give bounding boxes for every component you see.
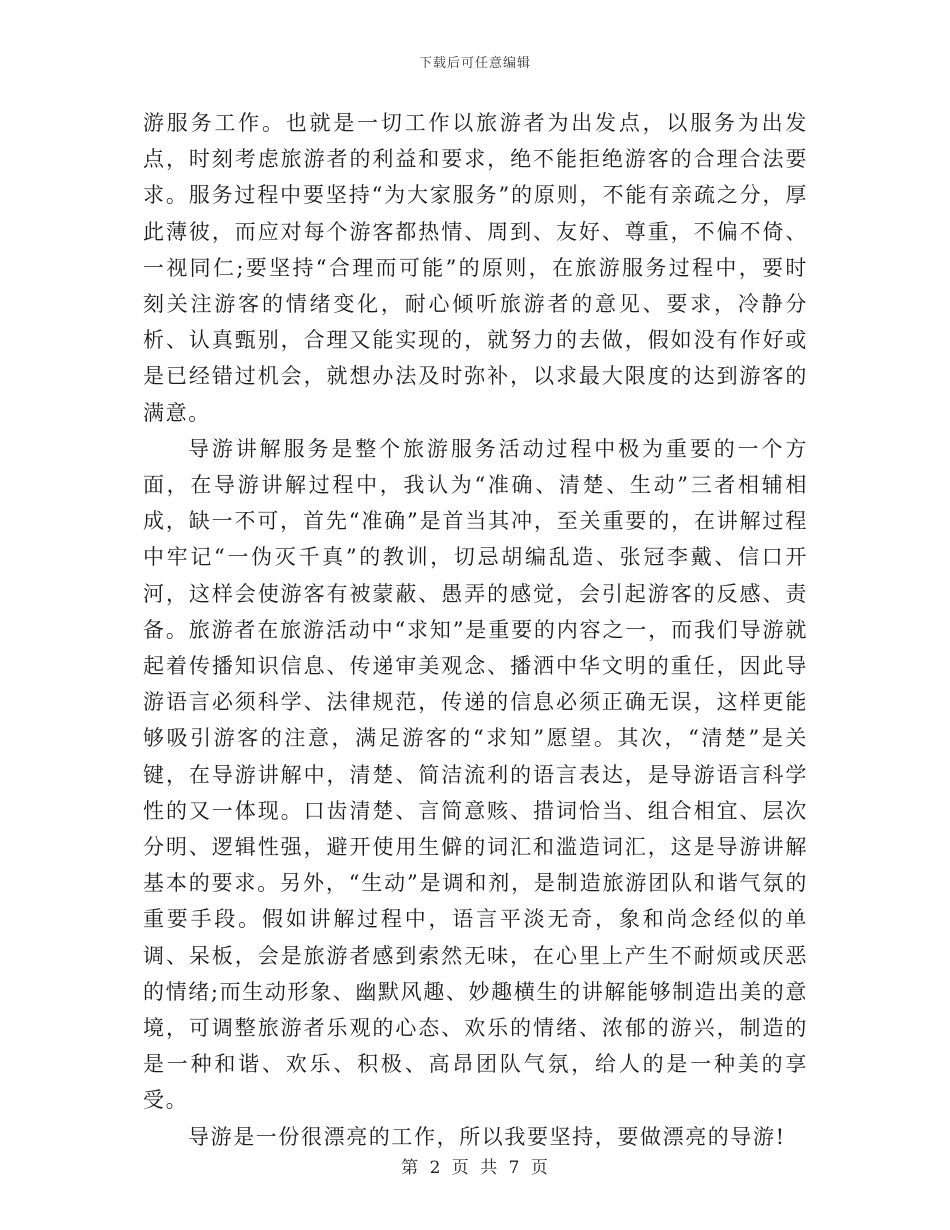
document-body	[143, 105, 808, 1155]
paragraph-service-principles: 游服务工作。也就是一切工作以旅游者为出发点，以服务为出发点，时刻考虑旅游者的利益和要求，绝不能拒绝游客的合理合法要求。服务过程中要坚持“为大家服务”的原则，不能有亲疏之分，厚此薄彼，而应对每个游客都热情、周到、友好、尊重，不偏不倚、一视同仁;要坚持“合理而可能”的原则，在旅游服务过程中，要时刻关注游客的情绪变化，耐心倾听旅游者的意见、要求，冷静分析、认真甄别，合理又能实现的，就努力的去做，假如没有作好或是已经错过机会，就想办法及时弥补，以求最大限度的达到游客的满意。	[143, 111, 808, 425]
paragraph-guide-explanation: 导游讲解服务是整个旅游服务活动过程中极为重要的一个方面，在导游讲解过程中，我认为“准确、清楚、生动”三者相辅相成，缺一不可，首先“准确”是首当其冲，至关重要的，在讲解过程中牢记“一伪灭千真”的教训，切忌胡编乱造、张冠李戴、信口开河，这样会使游客有被蒙蔽、愚弄的感觉，会引起游客的反感、责备。旅游者在旅游活动中“求知”是重要的内容之一，而我们导游就起着传播知识信息、传递审美观念、播洒中华文明的重任，因此导游语言必须科学、法律规范，传递的信息必须正确无误，这样更能够吸引游客的注意，满足游客的“求知”愿望。其次，“清楚”是关键，在导游讲解中，清楚、简洁流利的语言表达，是导游语言科学性的又一体现。口齿清楚、言简意赅、措词恰当、组合相宜、层次分明、逻辑性强，避开使用生僻的词汇和滥造词汇，这是导游讲解基本的要求。另外，“生动”是调和剂，是制造旅游团队和谐气氛的重要手段。假如讲解过程中，语言平淡无奇，象和尚念经似的单调、呆板，会是旅游者感到索然无味，在心里上产生不耐烦或厌恶的情绪;而生动形象、幽默风趣、妙趣横生的讲解能够制造出美的意境，可调整旅游者乐观的心态、欢乐的情绪、浓郁的游兴，制造的是一种和谐、欢乐、积极、高昂团队气氛，给人的是一种美的享受。	[143, 436, 808, 1113]
page-number: 第 2 页 共 7 页	[401, 1158, 549, 1178]
paragraph-conclusion: 导游是一份很漂亮的工作，所以我要坚持，要做漂亮的导游!	[188, 1124, 786, 1149]
page-header: 下载后可任意编辑	[418, 56, 531, 71]
